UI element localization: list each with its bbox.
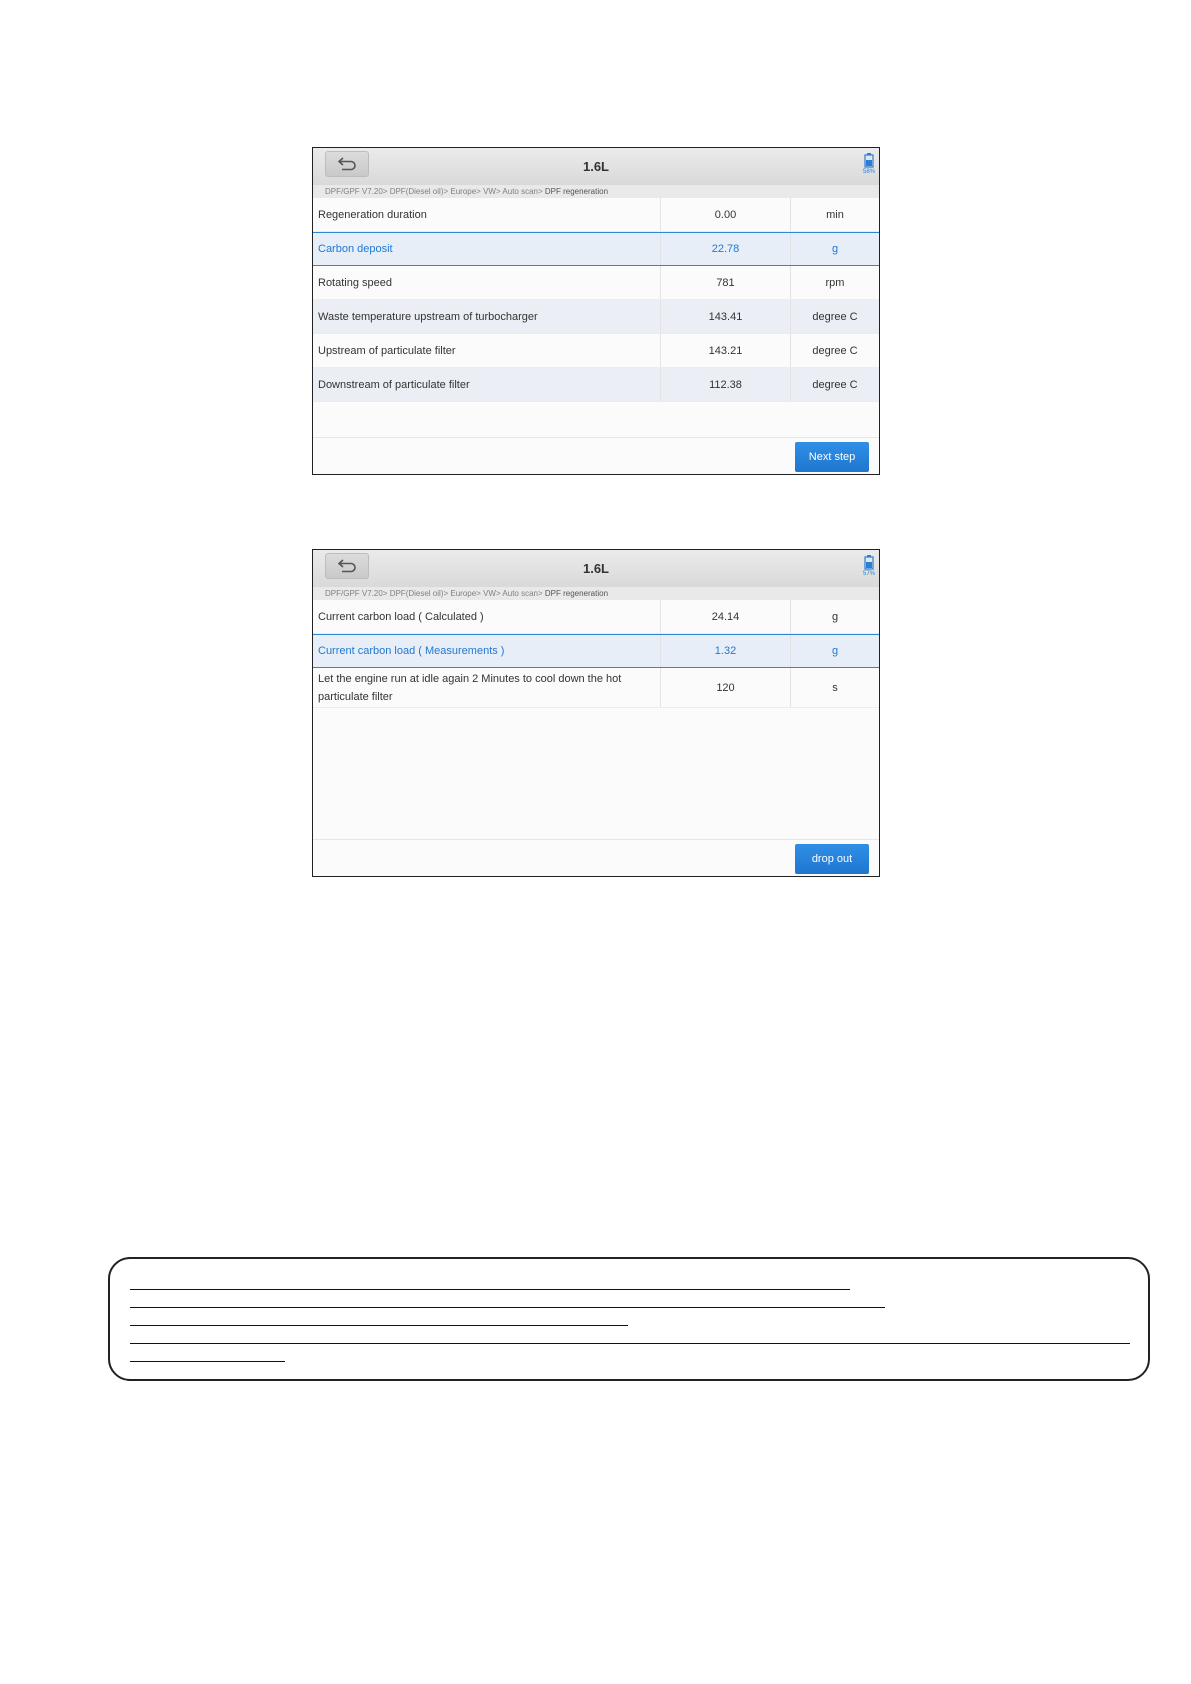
row-name: Current carbon load ( Measurements ) — [313, 635, 661, 667]
row-value: 143.41 — [661, 300, 791, 333]
table-row-selected[interactable] — [313, 634, 879, 668]
table-row[interactable] — [313, 198, 879, 232]
data-table — [313, 600, 879, 708]
note-line — [130, 1307, 885, 1308]
battery-percent: 58% — [862, 169, 875, 175]
note-line — [130, 1343, 1130, 1344]
row-name: Carbon deposit — [313, 233, 661, 265]
row-name: Downstream of particulate filter — [313, 368, 661, 401]
dpf-screen-2 — [312, 549, 880, 877]
breadcrumb — [313, 185, 879, 198]
battery-icon — [862, 555, 876, 581]
breadcrumb-path: DPF/GPF V7.20> DPF(Diesel oil)> Europe> VW> Auto scan> — [325, 589, 545, 598]
breadcrumb-path: DPF/GPF V7.20> DPF(Diesel oil)> Europe> VW> Auto scan> — [325, 187, 545, 196]
row-unit: g — [831, 243, 839, 255]
table-row[interactable] — [313, 300, 879, 334]
note-line — [130, 1361, 285, 1362]
row-unit: min — [826, 208, 844, 221]
note-line — [130, 1289, 850, 1290]
table-row[interactable] — [313, 334, 879, 368]
row-name: Regeneration duration — [313, 198, 661, 231]
data-table — [313, 198, 879, 402]
breadcrumb — [313, 587, 879, 600]
row-unit: rpm — [825, 276, 845, 289]
title-bar — [313, 550, 879, 588]
screen-title: 1.6L — [582, 159, 609, 174]
table-row-selected[interactable] — [313, 232, 879, 266]
row-name: Let the engine run at idle again 2 Minutes to cool down the hot particulate filter — [313, 668, 661, 707]
table-row[interactable] — [313, 668, 879, 708]
title-bar — [313, 148, 879, 186]
row-value: 1.32 — [661, 635, 791, 667]
table-row[interactable] — [313, 600, 879, 634]
row-value: 22.78 — [661, 233, 791, 265]
next-step-button[interactable]: Next step — [795, 442, 869, 472]
footer-divider — [313, 437, 879, 438]
drop-out-button[interactable]: drop out — [795, 844, 869, 874]
row-unit: g — [831, 610, 839, 623]
note-line — [130, 1325, 628, 1326]
table-row[interactable] — [313, 368, 879, 402]
row-unit: degree C — [812, 344, 858, 357]
row-value: 781 — [661, 266, 791, 299]
row-name: Upstream of particulate filter — [313, 334, 661, 367]
screen-title: 1.6L — [582, 561, 609, 576]
row-value: 0.00 — [661, 198, 791, 231]
breadcrumb-current: DPF regeneration — [544, 589, 609, 598]
breadcrumb-current: DPF regeneration — [544, 187, 609, 196]
row-name: Waste temperature upstream of turbocharger — [313, 300, 661, 333]
row-value: 24.14 — [661, 600, 791, 633]
table-row[interactable] — [313, 266, 879, 300]
row-value: 120 — [661, 668, 791, 707]
battery-icon — [862, 153, 876, 179]
footer-divider — [313, 839, 879, 840]
row-value: 143.21 — [661, 334, 791, 367]
battery-percent: 57% — [862, 571, 875, 577]
dpf-screen-1 — [312, 147, 880, 475]
row-unit: degree C — [812, 378, 858, 391]
row-unit: degree C — [812, 310, 858, 323]
notes-box — [108, 1257, 1150, 1381]
row-name: Current carbon load ( Calculated ) — [313, 600, 661, 633]
row-unit: s — [832, 681, 838, 694]
row-name: Rotating speed — [313, 266, 661, 299]
row-value: 112.38 — [661, 368, 791, 401]
row-unit: g — [831, 645, 839, 657]
